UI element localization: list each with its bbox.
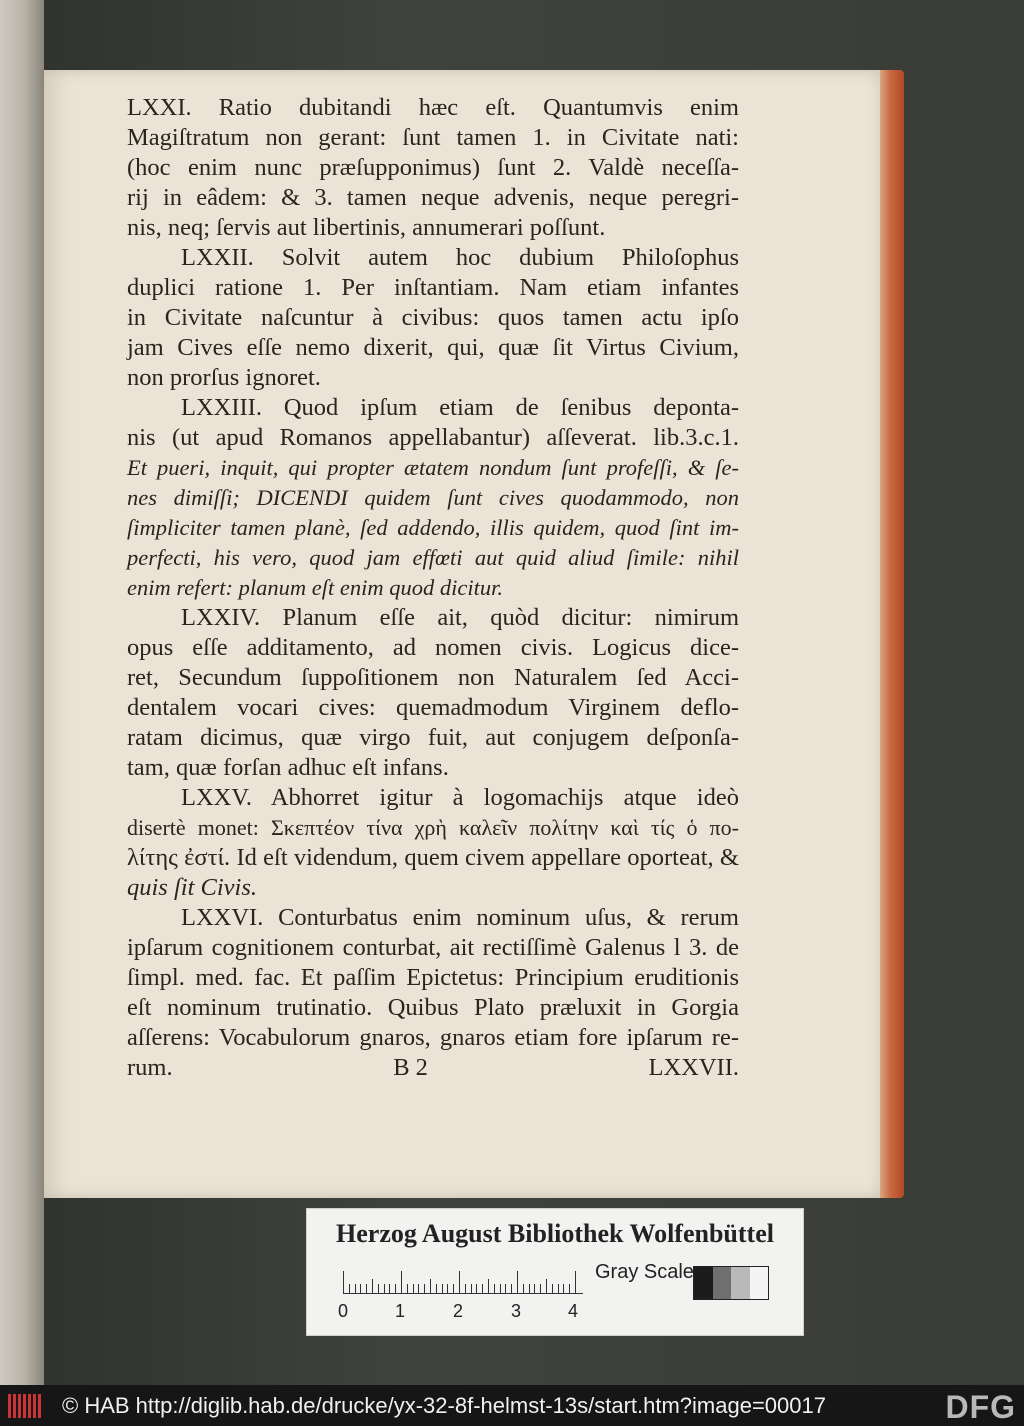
ruler-scale [343, 1269, 583, 1294]
text-line: LXXIV. Planum eſſe ait, quòd dicitur: nimirum [181, 604, 739, 631]
text-line: dentalem vocari cives: quemadmodum Virginem deflo- [127, 694, 739, 721]
ruler-tick [546, 1279, 547, 1293]
ruler-tick [558, 1284, 559, 1293]
ruler-tick [569, 1284, 570, 1293]
ruler-tick [366, 1284, 367, 1293]
text-line: non prorſus ignoret. [127, 364, 321, 391]
ruler-tick [418, 1284, 419, 1293]
ruler-label: 2 [453, 1301, 464, 1321]
text-line: perfecti, his vero, quod jam effœti aut quid aliud ſimile: nihil [127, 545, 739, 570]
text-line: enim refert: planum eſt enim quod dicitur. [127, 575, 503, 600]
text-line: aſſerens: Vocabulorum gnaros, gnaros etiam fore ipſarum re- [127, 1024, 739, 1051]
text-line: ſimpliciter tamen planè, ſed addendo, illis quidem, quod ſint im- [127, 515, 739, 540]
gray-scale-swatches [693, 1266, 769, 1300]
ruler-tick [523, 1284, 524, 1293]
ruler-tick [459, 1271, 460, 1293]
ruler-tick [517, 1271, 518, 1293]
ruler-tick [378, 1284, 379, 1293]
ruler-tick [436, 1284, 437, 1293]
text-line: duplici ratione 1. Per inſtantiam. Nam etiam infantes [127, 274, 739, 301]
status-bar [0, 1385, 1024, 1426]
text-line: nes dimiſſi; DICENDI quidem ſunt cives quodammodo, non [127, 485, 739, 510]
ruler-tick [511, 1284, 512, 1293]
text-line: ipſarum cognitionem conturbat, ait rectiſſimè Galenus l 3. de [127, 934, 739, 961]
ruler-tick [575, 1271, 576, 1293]
ruler-tick [540, 1284, 541, 1293]
ruler-tick [488, 1279, 489, 1293]
text-line: LXXII. Solvit autem hoc dubium Philoſophus [181, 244, 739, 271]
ruler-tick [534, 1284, 535, 1293]
ruler-tick [395, 1284, 396, 1293]
text-line: disertè monet: Σκεπτέον τίνα χρὴ καλεῖν πολίτην καὶ τίς ὁ πο- [127, 815, 739, 840]
ruler-label: 0 [338, 1301, 349, 1321]
signature-mark: B 2 [393, 1054, 428, 1081]
ruler-tick [349, 1284, 350, 1293]
text-line: opus eſſe additamento, ad nomen civis. Logicus dice- [127, 634, 739, 661]
ruler-tick [442, 1284, 443, 1293]
text-line: LXXV. Abhorret igitur à logomachijs atque ideò [181, 784, 739, 811]
gray-swatch [750, 1267, 769, 1299]
gray-swatch [731, 1267, 750, 1299]
footer-last-word: rum. [127, 1054, 173, 1081]
facing-page-edge [0, 0, 44, 1385]
ruler-tick [563, 1284, 564, 1293]
text-line: nis, neq; ſervis aut libertinis, annumerari poſſunt. [127, 214, 606, 241]
text-line: jam Cives eſſe nemo dixerit, qui, quæ ſit Virtus Civium, [127, 334, 739, 361]
ruler-label: 3 [511, 1301, 522, 1321]
ruler-tick [476, 1284, 477, 1293]
page-footer [127, 1053, 739, 1083]
ruler-tick [372, 1279, 373, 1293]
hab-logo-icon [8, 1391, 48, 1421]
gray-swatch [713, 1267, 732, 1299]
text-line: in Civitate naſcuntur à civibus: quos tamen actu ipſo [127, 304, 739, 331]
ruler-tick [430, 1279, 431, 1293]
text-line: ſimpl. med. fac. Et paſſim Epictetus: Principium eruditionis [127, 964, 739, 991]
dfg-logo: DFG [945, 1389, 1016, 1425]
text-line: LXXI. Ratio dubitandi hæc eſt. Quantumvis enim [127, 94, 739, 121]
ruler-tick [529, 1284, 530, 1293]
ruler-label: 4 [568, 1301, 579, 1321]
ruler-tick [401, 1271, 402, 1293]
ruler-tick [500, 1284, 501, 1293]
text-line: nis (ut apud Romanos appellabantur) aſſeverat. lib.3.c.1. [127, 424, 739, 451]
ruler-tick [453, 1284, 454, 1293]
gray-swatch [694, 1267, 713, 1299]
page-edge-red [880, 70, 904, 1198]
text-line: Et pueri, inquit, qui propter ætatem nondum ſunt profeſſi, & ſe- [127, 455, 739, 480]
text-line: eſt nominum trutinatio. Quibus Plato præluxit in Gorgia [127, 994, 739, 1021]
ruler-tick [465, 1284, 466, 1293]
ruler-tick [407, 1284, 408, 1293]
ruler-tick [482, 1284, 483, 1293]
ruler-tick [360, 1284, 361, 1293]
text-line: λίτης ἐστί. Id eſt videndum, quem civem appellare oporteat, & [127, 844, 739, 871]
ruler-tick [447, 1284, 448, 1293]
library-name: Herzog August Bibliothek Wolfenbüttel [336, 1219, 774, 1248]
ruler-tick [355, 1284, 356, 1293]
text-line: tam, quæ forſan adhuc eſt infans. [127, 754, 449, 781]
color-reference-plate [306, 1208, 804, 1336]
ruler-tick [424, 1284, 425, 1293]
ruler-tick [552, 1284, 553, 1293]
ruler-tick [471, 1284, 472, 1293]
ruler-label: 1 [395, 1301, 406, 1321]
gray-scale-label: Gray Scale [595, 1261, 694, 1283]
catchword: LXXVII. [648, 1054, 739, 1081]
ruler-tick [384, 1284, 385, 1293]
text-line: LXXVI. Conturbatus enim nominum uſus, & rerum [181, 904, 739, 931]
text-line: (hoc enim nunc præſupponimus) ſunt 2. Valdè neceſſa- [127, 154, 739, 181]
ruler-tick [389, 1284, 390, 1293]
ruler-tick [505, 1284, 506, 1293]
page-text [127, 93, 739, 1083]
text-line: ret, Secundum ſuppoſitionem non Naturalem ſed Acci- [127, 664, 739, 691]
ruler-tick [413, 1284, 414, 1293]
copyright-link[interactable]: © HAB http://diglib.hab.de/drucke/yx-32-8f-helmst-13s/start.htm?image=00017 [62, 1392, 826, 1418]
ruler-tick [494, 1284, 495, 1293]
text-line: Magiſtratum non gerant: ſunt tamen 1. in Civitate nati: [127, 124, 739, 151]
text-line: rij in eâdem: & 3. tamen neque advenis, neque peregri- [127, 184, 739, 211]
text-line: LXXIII. Quod ipſum etiam de ſenibus deponta- [181, 394, 739, 421]
text-line: quis ſit Civis. [127, 874, 258, 901]
text-line: ratam dicimus, quæ virgo fuit, aut conjugem deſponſa- [127, 724, 739, 751]
ruler-tick [343, 1271, 344, 1293]
